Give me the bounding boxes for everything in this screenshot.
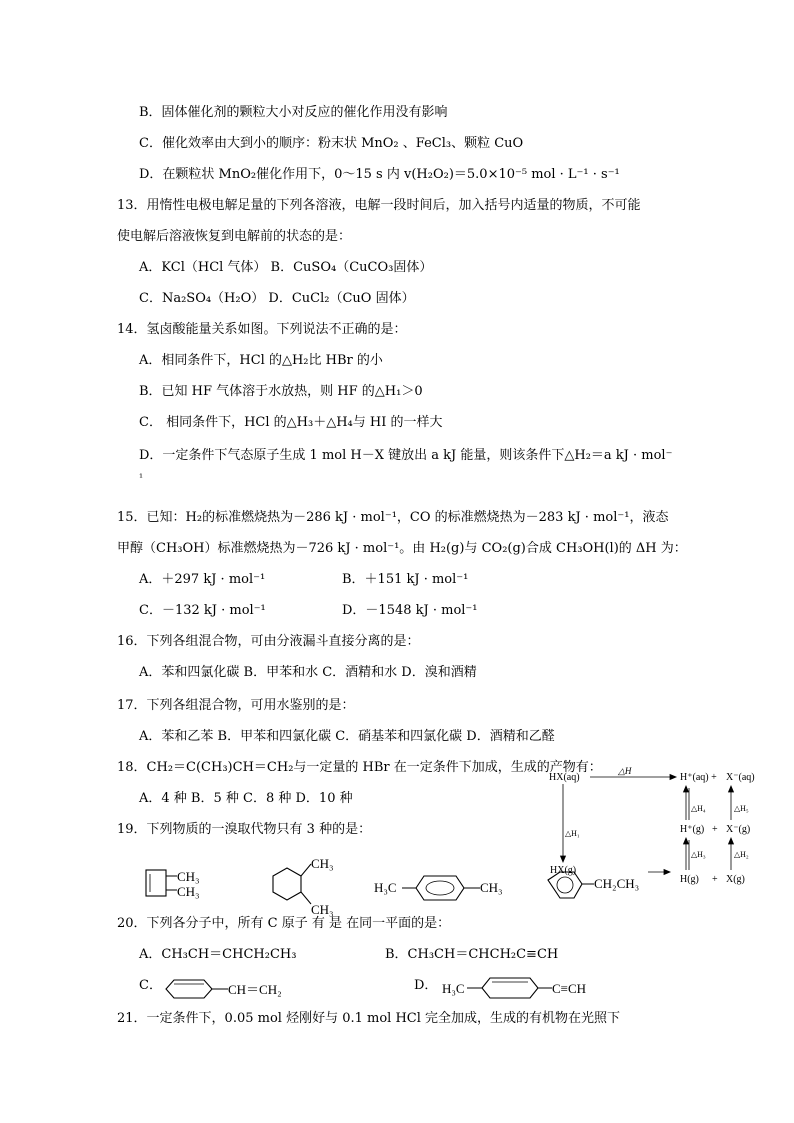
q12-option-d: D．在颗粒状 MnO₂催化作用下，0～15 s 内 v(H₂O₂)＝5.0×10⁻⁵ mol · L⁻¹ · s⁻¹ xyxy=(139,167,620,182)
q16-stem: 16．下列各组混合物，可由分液漏斗直接分离的是： xyxy=(117,634,420,649)
benzene-ring-2 xyxy=(273,868,301,900)
m3-left-label: H₃C xyxy=(374,880,397,895)
hx-g-label: HX(g) xyxy=(550,865,577,876)
q20-option-a: A．CH₃CH＝CHCH₂CH₃ xyxy=(139,947,297,962)
q17-options: A．苯和乙苯 B．甲苯和四氯化碳 C．硝基苯和四氯化碳 D．酒精和乙醛 xyxy=(139,729,555,744)
x-g-label: X(g) xyxy=(726,874,745,885)
dh2-label: △H₂ xyxy=(734,850,749,859)
q18-stem: 18．CH₂＝C(CH₃)CH＝CH₂与一定量的 HBr 在一定条件下加成，生成的产物有： xyxy=(117,760,602,775)
q16-options: A．苯和四氯化碳 B．甲苯和水 C．酒精和水 D．溴和酒精 xyxy=(139,665,477,680)
benzene-ring-4 xyxy=(548,872,582,898)
q18-options: A．4 种 B．5 种 C．8 种 D．10 种 xyxy=(139,791,353,806)
q15-stem: 15．已知：H₂的标准燃烧热为－286 kJ · mol⁻¹，CO 的标准燃烧热为－283 kJ · mol⁻¹，液态 xyxy=(117,510,669,525)
q15-option-c: C．－132 kJ · mol⁻¹ xyxy=(139,603,266,618)
benzene-ring-3 xyxy=(416,876,464,900)
q15-stem-cont: 甲醇（CH₃OH）标准燃烧热为－726 kJ · mol⁻¹。由 H₂(g)与 CO₂(g)合成 CH₃OH(l)的 ΔH 为： xyxy=(117,541,687,556)
dh4-label: △H₄ xyxy=(691,804,706,813)
m3-right-label: CH₃ xyxy=(480,880,503,895)
q14-option-d: D．一定条件下气态原子生成 1 mol H－X 键放出 a kJ 能量，则该条件下△H₂＝a kJ · mol⁻ xyxy=(139,448,673,463)
benzene-ring-1 xyxy=(146,870,166,896)
q14-option-b: B．已知 HF 气体溶于水放热，则 HF 的△H₁＞0 xyxy=(139,384,423,399)
p-xylene-structure xyxy=(372,868,522,908)
q15-option-d: D．－1548 kJ · mol⁻¹ xyxy=(342,603,478,618)
q13-options-cd: C．Na₂SO₄（H₂O） D．CuCl₂（CuO 固体） xyxy=(139,291,415,306)
q12-option-b: B．固体催化剂的颗粒大小对反应的催化作用没有影响 xyxy=(139,105,448,120)
q20-option-c-label: C． xyxy=(139,978,162,993)
dh1-label: △H₁ xyxy=(565,829,580,838)
q17-stem: 17．下列各组混合物，可用水鉴别的是： xyxy=(117,698,355,713)
ethylbenzene-structure xyxy=(542,862,672,908)
m2-top-label: CH₃ xyxy=(311,856,334,871)
q14-option-c: C． 相同条件下，HCl 的△H₃＋△H₄与 HI 的一样大 xyxy=(139,415,443,430)
q13-options-ab: A．KCl（HCl 气体） B．CuSO₄（CuCO₃固体） xyxy=(139,260,433,275)
q14-stem: 14．氢卤酸能量关系如图。下列说法不正确的是： xyxy=(117,322,407,337)
q20-option-b: B．CH₃CH＝CHCH₂C≡CH xyxy=(385,947,559,962)
m4-right-label: CH₂CH₃ xyxy=(594,876,640,891)
styrene-structure xyxy=(158,976,298,1002)
x-g-ion-label: X⁻(g) xyxy=(726,824,751,835)
q21-stem: 21．一定条件下，0.05 mol 烃刚好与 0.1 mol HCl 完全加成，生成的有机物在光照下 xyxy=(117,1011,621,1026)
h-g-label: H(g) xyxy=(680,874,699,885)
m5-right-label: CH＝CH₂ xyxy=(228,982,282,997)
plus-1: + xyxy=(712,824,718,835)
benzene-ring-5 xyxy=(166,980,212,998)
m6-left-label: H₃C xyxy=(442,981,465,996)
hx-aq-label: HX(aq) xyxy=(549,772,580,783)
h-aq-label: H⁺(aq) + xyxy=(680,772,717,783)
o-xylene-structure xyxy=(140,858,230,908)
q12-option-c: C．催化效率由大到小的顺序：粉末状 MnO₂ 、FeCl₃、颗粒 CuO xyxy=(139,136,524,151)
q13-stem: 13．用惰性电极电解足量的下列各溶液，电解一段时间后，加入括号内适量的物质，不可能 xyxy=(117,198,641,213)
q15-option-a: A．＋297 kJ · mol⁻¹ xyxy=(139,572,266,587)
m1-bottom-label: CH₃ xyxy=(177,884,200,899)
q19-stem: 19．下列物质的一溴取代物只有 3 种的是： xyxy=(117,822,372,837)
dh-label: △H xyxy=(618,766,632,776)
q20-stem: 20．下列各分子中，所有 C 原子 有 是 在同一平面的是： xyxy=(117,916,451,931)
q15-option-b: B．＋151 kJ · mol⁻¹ xyxy=(342,572,469,587)
m2-bottom-label: CH₃ xyxy=(311,902,334,917)
q14-option-d-wrap: ¹ xyxy=(139,473,144,484)
dh3-label: △H₃ xyxy=(691,850,706,859)
m1-top-label: CH₃ xyxy=(177,869,200,884)
q20-option-d-label: D． xyxy=(414,978,438,993)
m-xylene-structure xyxy=(255,852,355,918)
plus-2: + xyxy=(712,874,718,885)
p-tolylacetylene-structure xyxy=(440,974,610,1002)
x-aq-label: X⁻(aq) xyxy=(726,772,755,783)
benzene-ring-6 xyxy=(482,978,538,998)
h-g-ion-label: H⁺(g) xyxy=(680,824,705,835)
q13-stem-cont: 使电解后溶液恢复到电解前的状态的是： xyxy=(117,229,352,244)
dh5-label: △H₅ xyxy=(734,804,749,813)
q14-option-a: A．相同条件下，HCl 的△H₂比 HBr 的小 xyxy=(139,353,383,368)
m6-right-label: C≡CH xyxy=(552,981,587,996)
